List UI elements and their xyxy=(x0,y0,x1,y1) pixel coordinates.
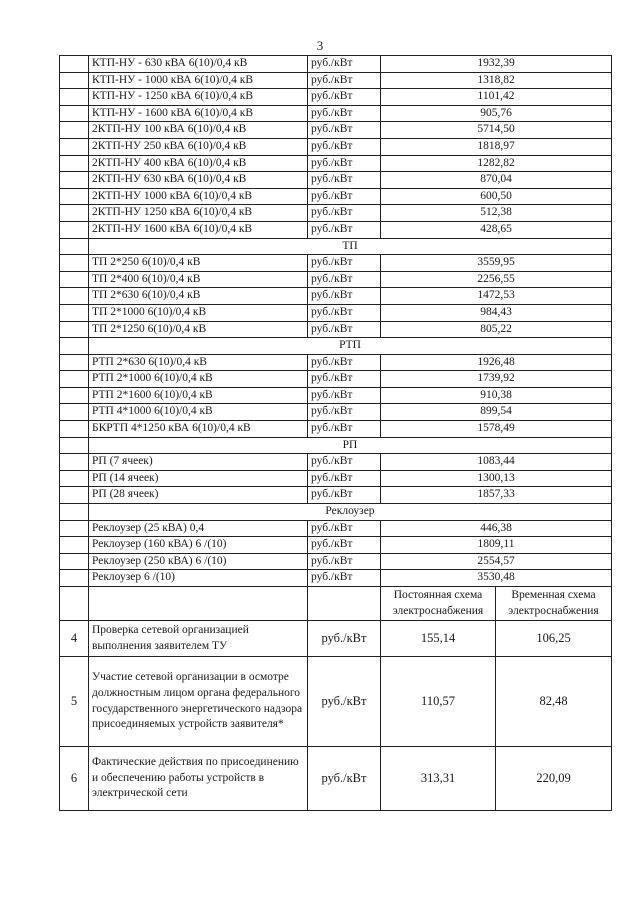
row-number: 4 xyxy=(60,621,89,657)
service-row xyxy=(60,657,612,747)
table-row xyxy=(60,354,612,371)
price-value: 1739,92 xyxy=(381,371,612,388)
equipment-name: Реклоузер (160 кВА) 6 /(10) xyxy=(89,537,308,554)
equipment-name: БКРТП 4*1250 кВА 6(10)/0,4 кВ xyxy=(89,421,308,438)
price-value: 1282,82 xyxy=(381,155,612,172)
unit-cell: руб./кВт xyxy=(308,354,381,371)
blank-cell xyxy=(60,454,89,471)
table-row xyxy=(60,288,612,305)
price-value: 1932,39 xyxy=(381,56,612,73)
blank-cell xyxy=(60,470,89,487)
section-title: РТП xyxy=(89,338,612,355)
blank-cell xyxy=(308,587,381,621)
permanent-price: 313,31 xyxy=(381,747,496,811)
blank-cell xyxy=(60,437,89,454)
price-value: 3559,95 xyxy=(381,255,612,272)
blank-cell xyxy=(60,255,89,272)
table-row xyxy=(60,487,612,504)
price-value: 1926,48 xyxy=(381,354,612,371)
equipment-name: РТП 4*1000 6(10)/0,4 кВ xyxy=(89,404,308,421)
table-row xyxy=(60,89,612,106)
blank-cell xyxy=(60,271,89,288)
blank-cell xyxy=(60,587,89,621)
equipment-name: КТП-НУ - 630 кВА 6(10)/0,4 кВ xyxy=(89,56,308,73)
unit-cell: руб./кВт xyxy=(308,421,381,438)
unit-cell: руб./кВт xyxy=(308,205,381,222)
service-row xyxy=(60,621,612,657)
unit-cell: руб./кВт xyxy=(308,72,381,89)
section-header-row xyxy=(60,338,612,355)
table-row xyxy=(60,371,612,388)
unit-cell: руб./кВт xyxy=(308,553,381,570)
price-value: 1472,53 xyxy=(381,288,612,305)
equipment-name: ТП 2*1250 6(10)/0,4 кВ xyxy=(89,321,308,338)
unit-cell: руб./кВт xyxy=(308,155,381,172)
table-row xyxy=(60,155,612,172)
unit-cell: руб./кВт xyxy=(308,570,381,587)
unit-cell: руб./кВт xyxy=(308,487,381,504)
equipment-name: ТП 2*250 6(10)/0,4 кВ xyxy=(89,255,308,272)
blank-cell xyxy=(60,421,89,438)
equipment-name: КТП-НУ - 1000 кВА 6(10)/0,4 кВ xyxy=(89,72,308,89)
table-row xyxy=(60,387,612,404)
blank-cell xyxy=(60,520,89,537)
price-value: 1101,42 xyxy=(381,89,612,106)
equipment-name: РП (14 ячеек) xyxy=(89,470,308,487)
table-row xyxy=(60,520,612,537)
price-value: 1857,33 xyxy=(381,487,612,504)
table-row xyxy=(60,138,612,155)
table-row xyxy=(60,454,612,471)
blank-cell xyxy=(60,188,89,205)
table-row xyxy=(60,255,612,272)
permanent-schema-header: Постоянная схема электроснабжения xyxy=(381,587,496,621)
blank-cell xyxy=(60,354,89,371)
unit-cell: руб./кВт xyxy=(308,404,381,421)
temporary-schema-header: Временная схема электроснабжения xyxy=(496,587,612,621)
unit-cell: руб./кВт xyxy=(308,105,381,122)
schema-header-row xyxy=(60,587,612,621)
blank-cell xyxy=(60,56,89,73)
tariff-table-body xyxy=(60,56,612,811)
permanent-price: 110,57 xyxy=(381,657,496,747)
service-name: Фактические действия по присоединению и обеспечению работы устройств в электрической сети xyxy=(89,747,308,811)
blank-cell xyxy=(60,238,89,255)
table-row xyxy=(60,221,612,238)
unit-cell: руб./кВт xyxy=(308,371,381,388)
unit-cell: руб./кВт xyxy=(308,454,381,471)
price-value: 984,43 xyxy=(381,304,612,321)
equipment-name: КТП-НУ - 1250 кВА 6(10)/0,4 кВ xyxy=(89,89,308,106)
price-value: 1318,82 xyxy=(381,72,612,89)
section-title: Реклоузер xyxy=(89,504,612,521)
unit-cell: руб./кВт xyxy=(308,288,381,305)
unit-cell: руб./кВт xyxy=(308,138,381,155)
unit-cell: руб./кВт xyxy=(308,470,381,487)
equipment-name: 2КТП-НУ 1250 кВА 6(10)/0,4 кВ xyxy=(89,205,308,222)
tariff-table xyxy=(59,55,612,811)
price-value: 1083,44 xyxy=(381,454,612,471)
blank-cell xyxy=(60,89,89,106)
equipment-name: РТП 2*1600 6(10)/0,4 кВ xyxy=(89,387,308,404)
permanent-price: 155,14 xyxy=(381,621,496,657)
unit-cell: руб./кВт xyxy=(308,387,381,404)
blank-cell xyxy=(60,155,89,172)
temporary-price: 106,25 xyxy=(496,621,612,657)
table-row xyxy=(60,404,612,421)
unit-cell: руб./кВт xyxy=(308,621,381,657)
unit-cell: руб./кВт xyxy=(308,56,381,73)
price-value: 2554,57 xyxy=(381,553,612,570)
row-number: 5 xyxy=(60,657,89,747)
unit-cell: руб./кВт xyxy=(308,520,381,537)
section-header-row xyxy=(60,437,612,454)
price-value: 446,38 xyxy=(381,520,612,537)
blank-cell xyxy=(60,504,89,521)
table-row xyxy=(60,188,612,205)
unit-cell: руб./кВт xyxy=(308,89,381,106)
unit-cell: руб./кВт xyxy=(308,271,381,288)
equipment-name: РТП 2*1000 6(10)/0,4 кВ xyxy=(89,371,308,388)
service-name: Участие сетевой организации в осмотре должностным лицом органа федерального государственного энергетического надзора присоединяемых устройств заявителя* xyxy=(89,657,308,747)
equipment-name: ТП 2*1000 6(10)/0,4 кВ xyxy=(89,304,308,321)
unit-cell: руб./кВт xyxy=(308,321,381,338)
blank-cell xyxy=(60,537,89,554)
price-value: 870,04 xyxy=(381,172,612,189)
unit-cell: руб./кВт xyxy=(308,537,381,554)
blank-cell xyxy=(60,122,89,139)
equipment-name: ТП 2*630 6(10)/0,4 кВ xyxy=(89,288,308,305)
equipment-name: 2КТП-НУ 100 кВА 6(10)/0,4 кВ xyxy=(89,122,308,139)
table-row xyxy=(60,72,612,89)
table-row xyxy=(60,172,612,189)
blank-cell xyxy=(60,404,89,421)
blank-cell xyxy=(60,288,89,305)
table-row xyxy=(60,205,612,222)
blank-cell xyxy=(89,587,308,621)
price-value: 2256,55 xyxy=(381,271,612,288)
price-value: 805,22 xyxy=(381,321,612,338)
section-title: ТП xyxy=(89,238,612,255)
price-value: 512,38 xyxy=(381,205,612,222)
table-row xyxy=(60,321,612,338)
unit-cell: руб./кВт xyxy=(308,122,381,139)
blank-cell xyxy=(60,172,89,189)
section-header-row xyxy=(60,238,612,255)
unit-cell: руб./кВт xyxy=(308,747,381,811)
table-row xyxy=(60,570,612,587)
section-header-row xyxy=(60,504,612,521)
equipment-name: Реклоузер (25 кВА) 0,4 xyxy=(89,520,308,537)
temporary-price: 82,48 xyxy=(496,657,612,747)
price-value: 5714,50 xyxy=(381,122,612,139)
blank-cell xyxy=(60,570,89,587)
unit-cell: руб./кВт xyxy=(308,304,381,321)
table-row xyxy=(60,421,612,438)
service-row xyxy=(60,747,612,811)
price-value: 899,54 xyxy=(381,404,612,421)
equipment-name: РП (28 ячеек) xyxy=(89,487,308,504)
section-title: РП xyxy=(89,437,612,454)
table-row xyxy=(60,553,612,570)
table-row xyxy=(60,271,612,288)
table-row xyxy=(60,56,612,73)
service-name: Проверка сетевой организацией выполнения заявителем ТУ xyxy=(89,621,308,657)
unit-cell: руб./кВт xyxy=(308,657,381,747)
price-value: 1809,11 xyxy=(381,537,612,554)
blank-cell xyxy=(60,138,89,155)
unit-cell: руб./кВт xyxy=(308,172,381,189)
table-row xyxy=(60,122,612,139)
equipment-name: 2КТП-НУ 400 кВА 6(10)/0,4 кВ xyxy=(89,155,308,172)
blank-cell xyxy=(60,387,89,404)
equipment-name: ТП 2*400 6(10)/0,4 кВ xyxy=(89,271,308,288)
blank-cell xyxy=(60,221,89,238)
equipment-name: 2КТП-НУ 1000 кВА 6(10)/0,4 кВ xyxy=(89,188,308,205)
blank-cell xyxy=(60,338,89,355)
page-number: 3 xyxy=(316,38,324,53)
table-row xyxy=(60,304,612,321)
equipment-name: 2КТП-НУ 1600 кВА 6(10)/0,4 кВ xyxy=(89,221,308,238)
unit-cell: руб./кВт xyxy=(308,255,381,272)
blank-cell xyxy=(60,487,89,504)
equipment-name: 2КТП-НУ 630 кВА 6(10)/0,4 кВ xyxy=(89,172,308,189)
unit-cell: руб./кВт xyxy=(308,221,381,238)
equipment-name: Реклоузер 6 /(10) xyxy=(89,570,308,587)
equipment-name: КТП-НУ - 1600 кВА 6(10)/0,4 кВ xyxy=(89,105,308,122)
equipment-name: РТП 2*630 6(10)/0,4 кВ xyxy=(89,354,308,371)
equipment-name: РП (7 ячеек) xyxy=(89,454,308,471)
unit-cell: руб./кВт xyxy=(308,188,381,205)
price-value: 600,50 xyxy=(381,188,612,205)
price-value: 1578,49 xyxy=(381,421,612,438)
equipment-name: 2КТП-НУ 250 кВА 6(10)/0,4 кВ xyxy=(89,138,308,155)
temporary-price: 220,09 xyxy=(496,747,612,811)
table-row xyxy=(60,537,612,554)
price-value: 3530,48 xyxy=(381,570,612,587)
table-row xyxy=(60,105,612,122)
blank-cell xyxy=(60,553,89,570)
blank-cell xyxy=(60,72,89,89)
equipment-name: Реклоузер (250 кВА) 6 /(10) xyxy=(89,553,308,570)
price-value: 905,76 xyxy=(381,105,612,122)
price-value: 428,65 xyxy=(381,221,612,238)
row-number: 6 xyxy=(60,747,89,811)
blank-cell xyxy=(60,304,89,321)
blank-cell xyxy=(60,205,89,222)
blank-cell xyxy=(60,371,89,388)
price-value: 1300,13 xyxy=(381,470,612,487)
price-value: 1818,97 xyxy=(381,138,612,155)
table-row xyxy=(60,470,612,487)
blank-cell xyxy=(60,321,89,338)
price-value: 910,38 xyxy=(381,387,612,404)
blank-cell xyxy=(60,105,89,122)
